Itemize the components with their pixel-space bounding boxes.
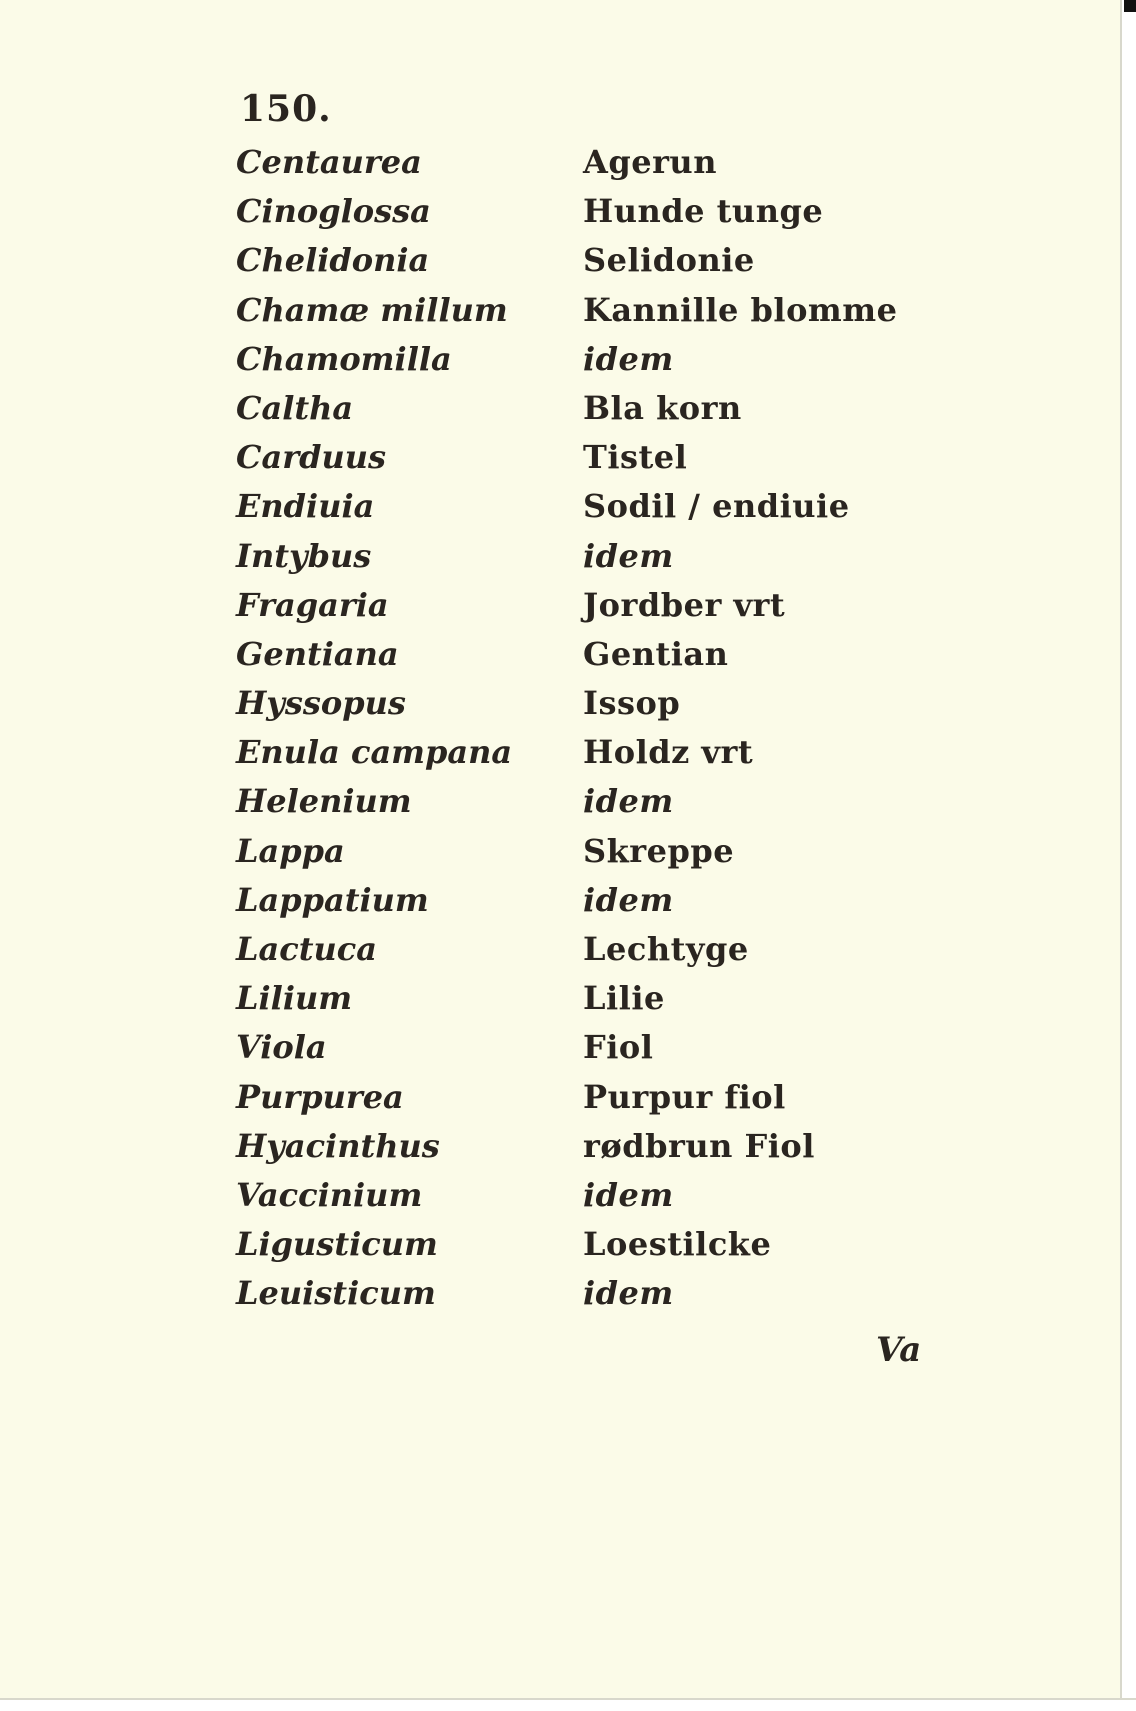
danish-term: rødbrun Fiol [583,1126,815,1165]
latin-term: Chamæ millum [236,290,508,329]
danish-term: idem [583,880,674,919]
scan-bottom-edge [0,1698,1136,1711]
latin-term: Chamomilla [236,339,452,378]
latin-term: Gentiana [236,634,399,673]
danish-term: Kannille blomme [583,290,898,329]
latin-term: Intybus [236,536,372,575]
latin-term: Lactuca [236,930,377,968]
latin-term: Chelidonia [236,241,430,280]
danish-term: idem [583,339,674,378]
danish-term: Selidonie [583,241,755,280]
danish-term: Bla korn [583,388,742,427]
latin-term: Fragaria [236,585,389,624]
latin-term: Helenium [236,782,412,821]
latin-term: Lappa [236,831,345,870]
latin-terms-column [236,138,512,1319]
danish-term: idem [583,1175,674,1214]
danish-term: Hunde tunge [583,192,824,231]
danish-term: idem [583,782,674,821]
latin-term: Endiuia [236,487,375,526]
danish-term: Fiol [583,1028,654,1067]
latin-term: Lappatium [236,880,429,919]
danish-terms-column [583,138,898,1319]
latin-term: Caltha [236,388,354,427]
danish-term: Tistel [583,438,688,477]
danish-term: idem [583,536,674,575]
danish-term: Holdz vrt [583,733,754,772]
danish-term: Purpur fiol [583,1077,786,1116]
danish-term: Sodil / endiuie [583,487,850,526]
danish-term: Jordber vrt [583,585,786,624]
danish-term: Lechtyge [583,930,749,968]
danish-term: idem [583,1274,674,1313]
danish-term: Lilie [583,979,665,1018]
latin-term: Vaccinium [236,1175,423,1214]
danish-term: Loestilcke [583,1225,772,1264]
danish-term: Gentian [583,634,729,673]
latin-term: Purpurea [236,1077,404,1116]
catchword: Va [876,1330,922,1370]
latin-term: Hyacinthus [236,1126,440,1165]
latin-term: Ligusticum [236,1225,438,1264]
latin-term: Viola [236,1028,327,1067]
latin-term: Carduus [236,438,386,477]
latin-term: Hyssopus [236,684,406,723]
scan-corner-mark [1124,0,1136,12]
latin-term: Leuisticum [236,1274,436,1313]
latin-term: Enula campana [236,733,513,772]
page-number: 150. [240,88,332,130]
danish-term: Agerun [583,143,717,181]
danish-term: Issop [583,684,681,723]
latin-term: Centaurea [236,143,422,181]
scan-right-edge [1120,0,1136,1709]
latin-term: Cinoglossa [236,192,431,231]
latin-term: Lilium [236,979,353,1018]
danish-term: Skreppe [583,831,735,870]
